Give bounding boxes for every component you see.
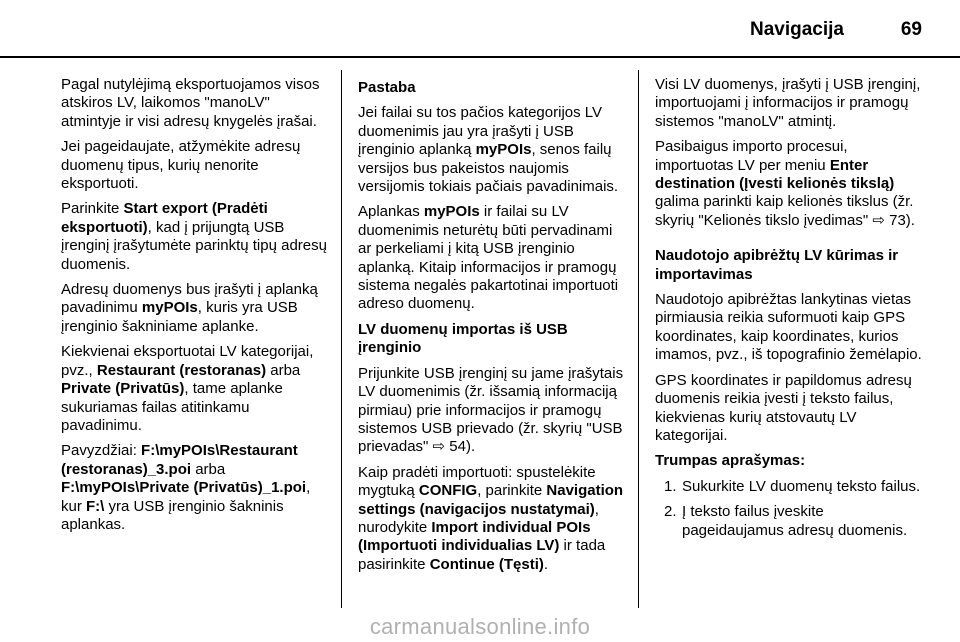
column-2 [358, 79, 628, 581]
paragraph: Jei pageidaujate, atžymėkite adresų duomenų tipus, kurių nenorite eksportuoti. [61, 138, 301, 193]
steps-list [655, 478, 925, 540]
menu-option: Continue (Tęsti) [429, 555, 544, 573]
text: , kur [61, 479, 311, 515]
step-text: Į teksto failus įveskite pageidaujamus adresų duomenis. [682, 503, 908, 539]
file-path: F:\myPOIs\Restaurant (restoranas)_3.poi [61, 442, 298, 478]
section-heading: Naudotojo apibrėžtų LV kūrimas ir importavimas [655, 247, 899, 283]
text: Prijunkite USB įrenginį su jame įrašytais LV duomenimis (žr. išsamią informaciją pirmiau) prie informacijos ir pramogų sistemos USB prievado (žr. skyrių "USB prievadas" [358, 364, 624, 456]
text: Kiekvienai eksportuotai LV kategorijai, pvz., [61, 343, 314, 379]
column-divider [341, 70, 342, 608]
paragraph [61, 442, 333, 534]
step-number: 2. [664, 503, 677, 521]
category-name: Private (Privatūs) [61, 380, 185, 398]
header-rule [0, 56, 960, 58]
note-paragraph [358, 203, 628, 313]
text: , parinkite [477, 482, 547, 500]
paragraph [655, 138, 925, 230]
spacer [655, 237, 925, 247]
menu-option: Import individual POIs (Importuoti individualias LV) [358, 518, 591, 555]
menu-option: Enter destination (Įvesti kelionės tikslą) [655, 156, 895, 193]
text: ir tada pasirinkite [358, 537, 606, 573]
paragraph: GPS koordinates ir papildomus adresų duomenis reikia įvesti į teksto failus, kiekvienas kurių atstovautų LV kategorijai. [655, 371, 912, 444]
text: , kad į prijungtą USB įrenginį įrašytumėte parinktų tipų adresų duomenis. [61, 218, 327, 273]
list-item [655, 503, 925, 540]
text: arba [191, 460, 226, 478]
paragraph [358, 365, 628, 457]
button-name: CONFIG [418, 482, 478, 500]
paragraph: Pagal nutylėjimą eksportuojamos visos atskiros LV, laikomos "manoLV" atmintyje ir visi adresų knygelės įrašai. [61, 76, 320, 130]
list-item [655, 478, 925, 496]
column-divider [638, 70, 639, 608]
page-reference: ⇨ 54). [432, 438, 476, 456]
paragraph: Visi LV duomenys, įrašyti į USB įrenginį, importuojami į informacijos ir pramogų sistemos "manoLV" atmintį. [655, 76, 921, 130]
text: , nurodykite [358, 500, 599, 536]
text: Adresų duomenys bus įrašyti į aplanką pavadinimu [61, 281, 318, 317]
category-name: Restaurant (restoranas) [96, 361, 267, 379]
column-3 [655, 76, 925, 547]
text: , senos failų versijos bus pakeistos naujomis versijomis tokiais pačiais pavadinimais. [358, 141, 619, 196]
list-title: Trumpas aprašymas: [655, 452, 806, 470]
column-1 [61, 76, 333, 541]
paragraph: Naudotojo apibrėžtas lankytinas vietas pirmiausia reikia suformuoti kaip GPS koordinates, kaip koordinates, kurios imamos, pvz., iš topografinio žemėlapio. [655, 291, 922, 364]
text: Aplankas [358, 203, 424, 221]
text: yra USB įrenginio šakninis aplankas. [61, 497, 284, 533]
text: galima parinkti kaip kelionės tikslus (žr. skyrių "Kelionės tikslo įvedimas" [655, 193, 914, 229]
folder-name: myPOIs [141, 299, 198, 317]
text: , tame aplanke sukuriamas failas atitinkamu pavadinimu. [61, 380, 283, 434]
menu-option: Navigation settings (navigacijos nustatymai) [358, 482, 624, 518]
folder-name: myPOIs [423, 203, 480, 221]
paragraph [61, 343, 333, 435]
text: arba [266, 361, 301, 379]
file-path: F:\myPOIs\Private (Privatūs)_1.poi [61, 479, 307, 497]
menu-option-start-export: Start export (Pradėti eksportuoti) [61, 200, 268, 236]
note-title: Pastaba [358, 79, 416, 96]
page-header [0, 0, 960, 58]
text: Pasibaigus importo procesui, importuotas LV per meniu [655, 138, 848, 174]
text: Pavyzdžiai: [61, 442, 142, 460]
paragraph [61, 200, 333, 274]
text: Jei failai su tos pačios kategorijos LV duomenimis jau yra įrašyti į USB įrenginio aplanką [358, 104, 603, 159]
text: ir failai su LV duomenimis neturėtų būti pervadinami ar perkeliami į kitą USB įrenginio aplanką. Kitaip informacijos ir pramogų sistema negalės pakartotinai importuoti adreso duomenų. [358, 203, 619, 313]
text: Parinkite [61, 200, 124, 218]
text: Kaip pradėti importuoti: spustelėkite mygtuką [358, 463, 596, 500]
section-heading: LV duomenų importas iš USB įrenginio [358, 320, 568, 357]
step-number: 1. [664, 477, 677, 495]
text: . [543, 555, 549, 573]
watermark: carmanualsonline.info [369, 614, 591, 639]
drive-path: F:\ [86, 497, 105, 515]
page-number: 69 [900, 19, 922, 40]
note-paragraph [358, 104, 628, 196]
page-reference: ⇨ 73). [872, 211, 915, 229]
text: , kuris yra USB įrenginio šakniniame aplanke. [61, 299, 298, 335]
paragraph [61, 281, 333, 336]
section-title: Navigacija [750, 19, 844, 40]
paragraph [358, 464, 628, 574]
folder-name: myPOIs [475, 141, 532, 159]
step-text: Sukurkite LV duomenų teksto failus. [682, 477, 921, 495]
